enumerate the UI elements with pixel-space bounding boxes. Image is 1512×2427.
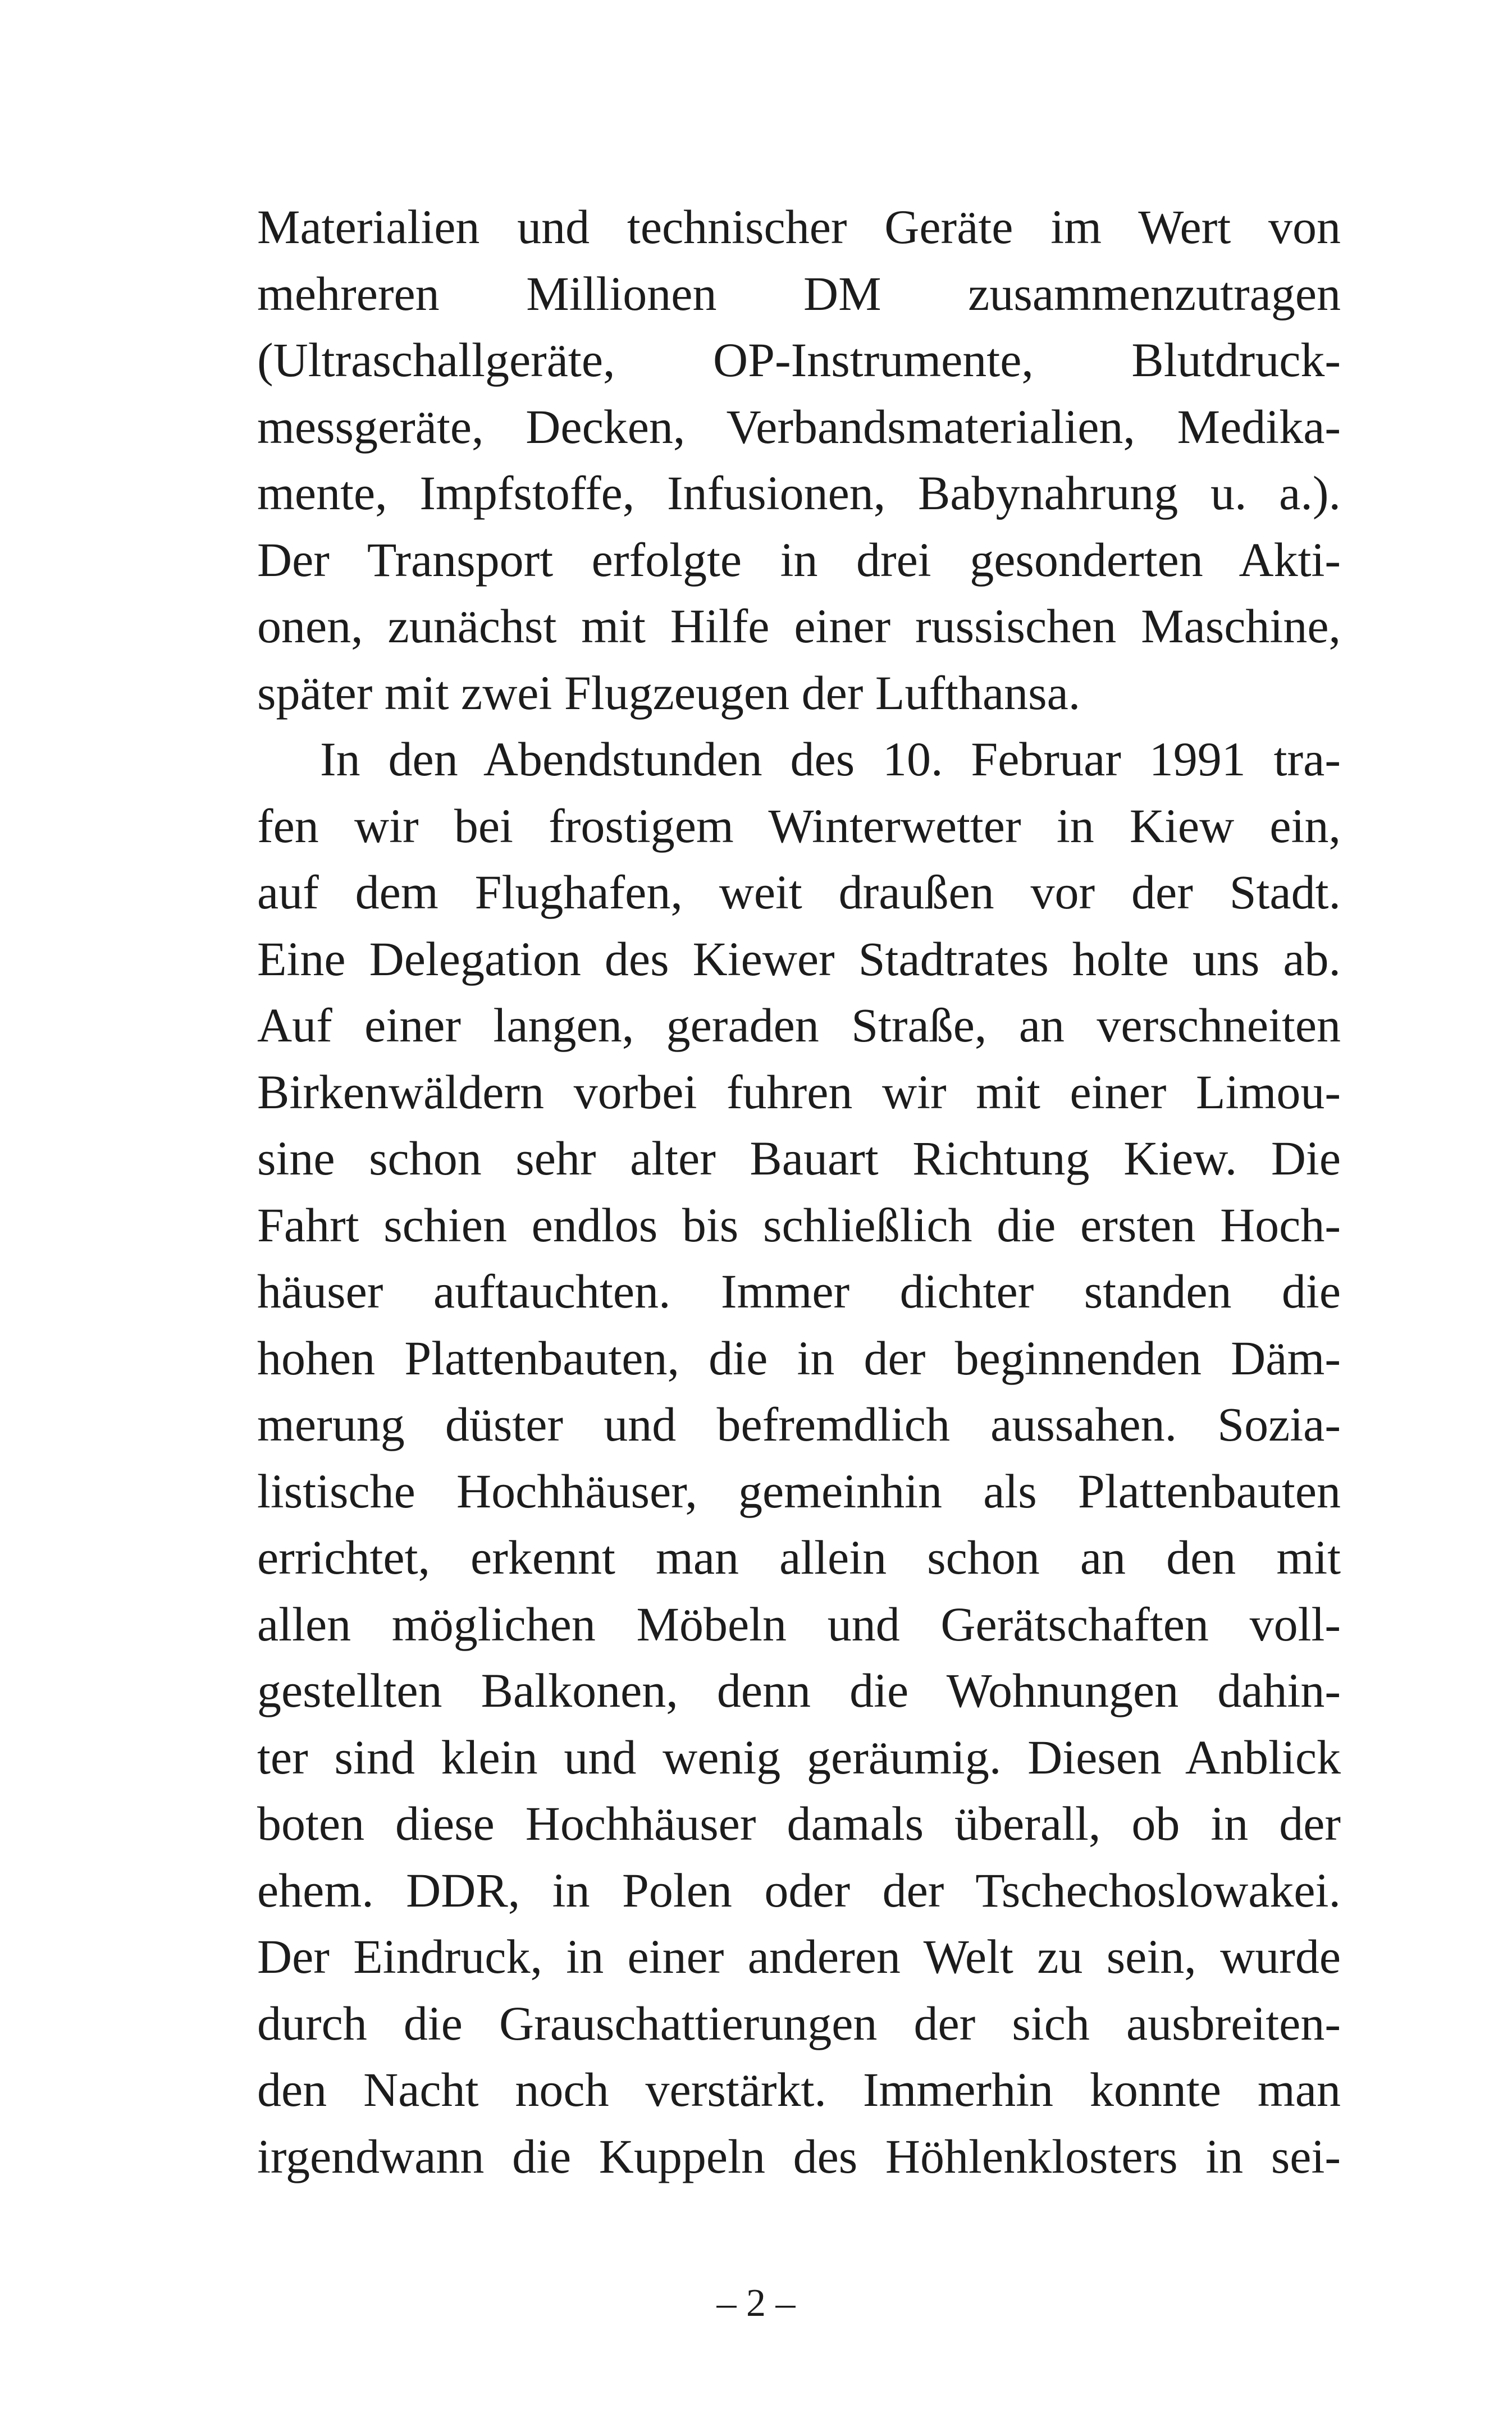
text-line: mehreren Millionen DM zusammenzutragen [257, 266, 1341, 321]
text-line: ehem. DDR, in Polen oder der Tschechoslowakei. [257, 1863, 1341, 1917]
text-line: irgendwann die Kuppeln des Höhlenklosters in sei- [257, 2129, 1341, 2183]
text-line: Materialien und technischer Geräte im Wert von [257, 200, 1341, 254]
text-line: merung düster und befremdlich aussahen. Sozia- [257, 1397, 1341, 1451]
text-line: allen möglichen Möbeln und Gerätschaften voll- [257, 1597, 1341, 1651]
text-line: ter sind klein und wenig geräumig. Diesen Anblick [257, 1730, 1341, 1784]
text-line: häuser auftauchten. Immer dichter standen die [257, 1264, 1341, 1318]
text-line: Birkenwäldern vorbei fuhren wir mit einer Limou- [257, 1064, 1341, 1119]
text-line: listische Hochhäuser, gemeinhin als Plattenbauten [257, 1464, 1341, 1518]
text-line: Auf einer langen, geraden Straße, an verschneiten [257, 998, 1341, 1052]
text-line: messgeräte, Decken, Verbandsmaterialien, Medika- [257, 399, 1341, 454]
text-line: (Ultraschallgeräte, OP-Instrumente, Blutdruck- [257, 333, 1341, 387]
text-line: mente, Impfstoffe, Infusionen, Babynahrung u. a.). [257, 466, 1341, 520]
text-line: gestellten Balkonen, denn die Wohnungen dahin- [257, 1663, 1341, 1717]
text-line: errichtet, erkennt man allein schon an den mit [257, 1530, 1341, 1584]
text-line: hohen Plattenbauten, die in der beginnenden Däm- [257, 1331, 1341, 1385]
text-line: In den Abendstunden des 10. Februar 1991 tra- [320, 732, 1341, 786]
text-line: fen wir bei frostigem Winterwetter in Kiew ein, [257, 798, 1341, 853]
text-line: Der Transport erfolgte in drei gesonderten Akti- [257, 532, 1341, 587]
text-line: auf dem Flughafen, weit draußen vor der Stadt. [257, 865, 1341, 919]
text-line: sine schon sehr alter Bauart Richtung Kiew. Die [257, 1131, 1341, 1185]
page-number: – 2 – [716, 2282, 796, 2325]
text-line: durch die Grauschattierungen der sich ausbreiten- [257, 1996, 1341, 2050]
body-text [257, 194, 1341, 2190]
text-line: Fahrt schien endlos bis schließlich die ersten Hoch- [257, 1197, 1341, 1252]
text-line: später mit zwei Flugzeugen der Lufthansa. [257, 665, 1081, 720]
text-line: Eine Delegation des Kiewer Stadtrates holte uns ab. [257, 931, 1341, 986]
text-line: onen, zunächst mit Hilfe einer russischen Maschine, [257, 599, 1341, 653]
text-line: boten diese Hochhäuser damals überall, ob in der [257, 1797, 1341, 1850]
text-line: den Nacht noch verstärkt. Immerhin konnte man [257, 2063, 1341, 2117]
text-line: Der Eindruck, in einer anderen Welt zu sein, wurde [257, 1930, 1341, 1983]
